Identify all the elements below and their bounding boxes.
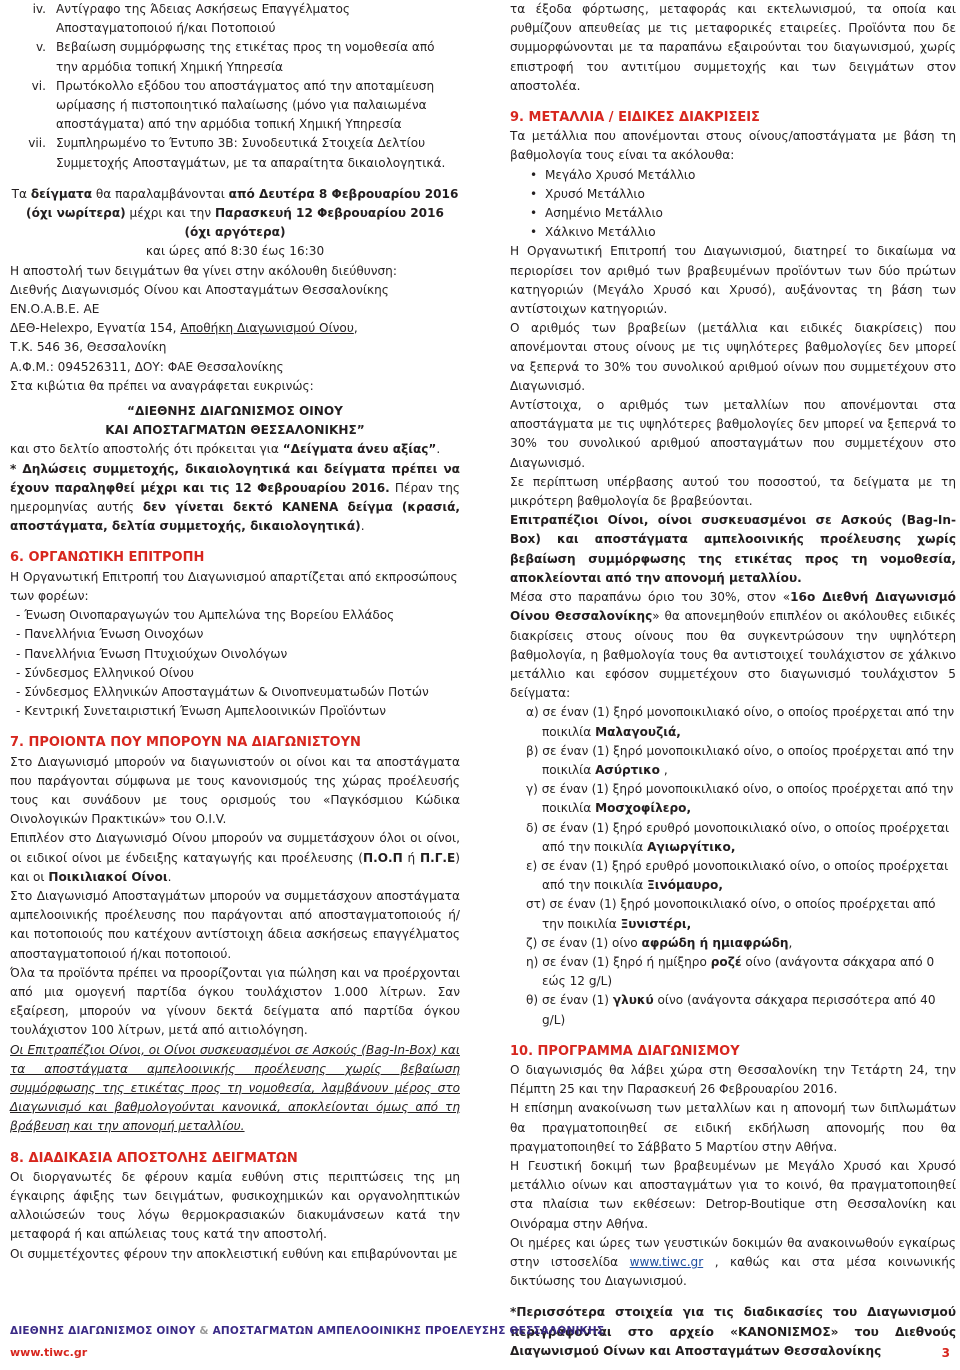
committee-list xyxy=(10,606,460,721)
samples-dates: Τα δείγματα θα παραλαμβάνονται από Δευτέρα 8 Φεβρουαρίου 2016 (όχι νωρίτερα) μέχρι και την Παρασκευή 12 Φεβρουαρίου 2016 (όχι αργότερα) και ώρες από 8:30 έως 16:30 xyxy=(11,186,459,259)
list-item: α) σε έναν (1) ξηρό μονοποικιλιακό οίνο, ο οποίος προέρχεται από την ποικιλία Μαλαγουζιά, xyxy=(526,705,955,739)
list-item: - Σύνδεσμος Ελληνικού Οίνου xyxy=(16,665,194,680)
list-item: vii. Συμπληρωμένο το Έντυπο 3Β: Συνοδευτικά Στοιχεία Δελτίου Συμμετοχής Αποσταγμάτων, με τα απαραίτητα δικαιολογητικά. xyxy=(28,136,446,170)
list-item: ε) σε έναν (1) ξηρό ερυθρό μονοποικιλιακό οίνο, ο οποίος προέρχεται από την ποικιλία Ξινόμαυρο, xyxy=(526,858,949,893)
list-item: - Σύνδεσμος Ελληνικών Αποσταγμάτων & Οινοπνευματωδών Ποτών xyxy=(16,684,429,699)
list-item: v. Βεβαίωση συμμόρφωσης της ετικέτας προς τη νομοθεσία από την αρμόδια τοπική Χημική Υπηρεσία xyxy=(35,40,435,74)
list-item: η) σε έναν (1) ξηρό ή ημίξηρο ροζέ οίνο (ανάγοντα σάκχαρα από 0 εώς 12 g/L) xyxy=(526,954,935,989)
list-item: iv. Αντίγραφο της Άδειας Ασκήσεως Επαγγέλματος Αποσταγματοποιού ή/και Ποτοποιού xyxy=(32,2,350,36)
medal-list xyxy=(510,166,956,243)
website-link[interactable]: www.tiwc.gr xyxy=(629,1255,704,1269)
list-item: - Ένωση Οινοπαραγωγών του Αμπελώνα της Βορείου Ελλάδος xyxy=(16,608,395,623)
list-item: • Χρυσό Μετάλλιο xyxy=(510,185,956,204)
list-item: στ) σε έναν (1) ξηρό μονοποικιλιακό οίνο, ο οποίος προέρχεται από την ποικιλία Ξυνιστέρι, xyxy=(526,897,936,931)
shipping-address: Διεθνής Διαγωνισμός Οίνου και Αποσταγμάτων Θεσσαλονίκης ΕΝ.Ο.Α.Β.Ε. ΑΕ ΔΕΘ-Helexpo, Εγνατία 154, Αποθήκη Διαγωνισμού Οίνου, Τ.Κ. 546 36, Θεσσαλονίκη Α.Φ.Μ.: 094526311, ΔΟΥ: ΦΑΕ Θεσσαλονίκης xyxy=(10,282,389,374)
address-intro: Η αποστολή των δειγμάτων θα γίνει στην ακόλουθη διεύθυνση: xyxy=(10,263,397,278)
list-item: - Πανελλήνια Ένωση Πτυχιούχων Οινολόγων xyxy=(16,646,288,661)
boxes-intro: Στα κιβώτια θα πρέπει να αναγράφεται ευκρινώς: xyxy=(10,378,314,393)
section-9-title: 9. ΜΕΤΑΛΛΙΑ / ΕΙΔΙΚΕΣ ΔΙΑΚΡΙΣΕΙΣ xyxy=(510,110,760,126)
footnote: *Περισσότερα στοιχεία για τις διαδικασίες του Διαγωνισμού περιγράφονται στο αρχείο «ΚΑΝΟΝΙΣΜΟΣ» του Διεθνούς Διαγωνισμού Οίνων και Αποσταγμάτων Θεσσαλονίκης xyxy=(510,1305,956,1358)
list-item: ζ) σε έναν (1) οίνο αφρώδη ή ημιαφρώδη, xyxy=(526,935,793,950)
footer-title: ΔΙΕΘΝΗΣ ΔΙΑΓΩΝΙΣΜΟΣ ΟΙΝΟΥ & ΑΠΟΣΤΑΓΜΑΤΩΝ ΑΜΠΕΛΟΟΙΝΙΚΗΣ ΠΡΟΕΛΕΥΣΗΣ ΘΕΣΣΑΛΟΝΙΚΗΣ xyxy=(10,1325,605,1337)
list-item: - Πανελλήνια Ένωση Οινοχόων xyxy=(16,627,204,642)
list-item: δ) σε έναν (1) ξηρό ερυθρό μονοποικιλιακό οίνο, ο οποίος προέρχεται από την ποικιλία Αγιωργίτικο, xyxy=(526,820,950,854)
list-item: • Χάλκινο Μετάλλιο xyxy=(510,223,956,242)
box-label: “ΔΙΕΘΝΗΣ ΔΙΑΓΩΝΙΣΜΟΣ ΟΙΝΟΥ ΚΑΙ ΑΠΟΣΤΑΓΜΑΤΩΝ ΘΕΣΣΑΛΟΝΙΚΗΣ” xyxy=(105,404,365,438)
section-10-title: 10. ΠΡΟΓΡΑΜΜΑ ΔΙΑΓΩΝΙΣΜΟΥ xyxy=(510,1043,740,1059)
list-item: • Μεγάλο Χρυσό Μετάλλιο xyxy=(510,166,956,185)
special-awards-list xyxy=(510,703,956,1029)
deadline-note: * Δηλώσεις συμμετοχής, δικαιολογητικά και δείγματα πρέπει να έχουν παραληφθεί μέχρι και τις 12 Φεβρουαρίου 2016. Πέραν της ημερομηνίας αυτής δεν γίνεται δεκτό ΚΑΝΕΝΑ δείγμα (κρασιά, αποστάγματα, δελτία συμμετοχής, δικαιολογητικά). xyxy=(10,461,461,534)
list-item: - Κεντρική Συνεταιριστική Ένωση Αμπελοοινικών Προϊόντων xyxy=(16,704,387,719)
exclusion-note: Οι Επιτραπέζιοι Οίνοι, οι Οίνοι συσκευασμένοι σε Ασκούς (Bag-In-Box) και τα αποστάγματα αμπελοοινικής προέλευσης χωρίς βεβαίωση συμμόρφωσης της ετικέτας προς τη νομοθεσία, λαμβάνουν μέρος στο Διαγωνισμό και βαθμολογούνται κανονικά, αποκλείονται όμως από τη βράβευση και την απονομή μεταλλίου. xyxy=(10,1042,460,1134)
list-item: • Ασημένιο Μετάλλιο xyxy=(510,204,956,223)
list-item: θ) σε έναν (1) γλυκύ οίνο (ανάγοντα σάκχαρα περισσότερα από 40 g/L) xyxy=(526,993,936,1027)
page-number: 3 xyxy=(941,1346,950,1360)
continuation-text: τα έξοδα φόρτωσης, μεταφοράς και εκτελωνισμού, τα οποία και ρυθμίζουν απευθείας με τις μεταφορικές εταιρείες. Προϊόντα που δε συμμορφώνονται με τα παραπάνω εξαιρούνται του διαγωνισμού, χωρίς επιστροφή του αντιτίμου συμμετοχής και των δειγμάτων στον αποστολέα. xyxy=(510,2,956,93)
page-footer xyxy=(10,1324,956,1360)
right-column: τα έξοδα φόρτωσης, μεταφοράς και εκτελωνισμού, τα οποία και ρυθμίζουν απευθείας με τις μεταφορικές εταιρείες. Προϊόντα που δε συμμορφώνονται με τα παραπάνω εξαιρούνται του διαγωνισμού, χωρίς επιστροφή του αντιτίμου συμμετοχής και των δειγμάτων στον αποστολέα. 9. ΜΕΤΑΛΛΙΑ / ΕΙΔΙΚΕΣ ΔΙΑΚΡΙΣΕΙΣ Τα μετάλλια που απονέμονται στους οίνους/αποστάγματα με βάση τη βαθμολογία τους είναι τα ακόλουθα: • Μεγάλο Χρυσό Μετάλλιο • Χρυσό Μετάλλιο • Ασημένιο Μετάλλιο • Χάλκινο Μετάλλιο Η Οργανωτική Επιτροπή του Διαγωνισμού, διατηρεί το δικαίωμα να περιορίσει τον αριθμό των βραβευμένων προϊόντων των δύο πρώτων κατηγοριών (Μεγάλο Χρυσό και Χρυσό), αυξάνοντας τη βάση των αντίστοιχων κατηγοριών. Ο αριθμός των βραβείων (μετάλλια και ειδικές διακρίσεις) που απονέμονται στους οίνους με τις υψηλότερες βαθμολογίες δεν μπορεί να ξεπερνά το 30% του συνολικού αριθμού οίνων που συμμετέχουν στο Διαγωνισμό. Αντίστοιχα, ο αριθμός των μεταλλίων που απονέμονται στα αποστάγματα με τις υψηλότερες βαθμολογίες δεν μπορεί να ξεπερνά το 30% του συνολικού αριθμού αποσταγμάτων που συμμετέχουν στο Διαγωνισμό. Σε περίπτωση υπέρβασης αυτού του ποσοστού, τα δείγματα με τη μικρότερη βαθμολογία δε βραβεύονται. Επιτραπέζιοι Οίνοι, οίνοι συσκευασμένοι σε Ασκούς (Bag-In-Box) και αποστάγματα αμπελοοινικής προέλευσης χωρίς βεβαίωση συμμόρφωσης της ετικέτας προς τη νομοθεσία, αποκλείονται από την απονομή μεταλλίου. Μέσα στο παραπάνω όριο του 30%, στον «16ο Διεθνή Διαγωνισμό Οίνου Θεσσαλονίκης» θα απονεμηθούν επιπλέον οι ακόλουθες ειδικές διακρίσεις στους οίνους που θα συγκεντρώσουν την υψηλότερη βαθμολογία, η βαθμολογία τους θα αντιστοιχεί τουλάχιστον σε χάλκινο μετάλλιο και εφόσον συμμετέχουν στο διαγωνισμό τουλάχιστον 5 δείγματα: α) σε έναν (1) ξηρό μονοποικιλιακό οίνο, ο οποίος προέρχεται από την ποικιλία Μαλαγουζιά, β) σε έναν (1) ξηρό μονοποικιλιακό οίνο, ο οποίος προέρχεται από την ποικιλία Ασύρτικο , γ) σε έναν (1) ξηρό μονοποικιλιακό οίνο, ο οποίος προέρχεται από την ποικιλία Μοσχοφίλερο, δ) σε έναν (1) ξηρό ερυθρό μονοποικιλιακό οίνο, ο οποίος προέρχεται από την ποικιλία Αγιωργίτικο, ε) σε έναν (1) ξηρό ερυθρό μονοποικιλιακό οίνο, ο οποίος προέρχεται από την ποικιλία Ξινόμαυρο, στ) σε έναν (1) ξηρό μονοποικιλιακό οίνο, ο οποίος προέρχεται από την ποικιλία Ξυνιστέρι, ζ) σε έναν (1) οίνο αφρώδη ή ημιαφρώδη, η) σε έναν (1) ξηρό ή ημίξηρο ροζέ οίνο (ανάγοντα σάκχαρα από 0 εώς 12 g/L) θ) σε έναν (1) γλυκύ οίνο (ανάγοντα σάκχαρα περισσότερα από 40 g/L) 10. ΠΡΟΓΡΑΜΜΑ ΔΙΑΓΩΝΙΣΜΟΥ Ο διαγωνισμός θα λάβει χώρα στη Θεσσαλονίκη την Τετάρτη 24, την Πέμπτη 25 και την Παρασκευή 26 Φεβρουαρίου 2016. Η επίσημη ανακοίνωση των μεταλλίων και η απονομή των διπλωμάτων θα πραγματοποιηθεί σε ειδική εκδήλωση απονομής που θα πραγματοποιηθεί το Σάββατο 5 Μαρτίου στην Αθήνα. Η Γευστική δοκιμή των βραβευμένων με Μεγάλο Χρυσό και Χρυσό μετάλλιο οίνων και αποσταγμάτων για το κοινό, θα πραγματοποιηθεί στα πλαίσια των εκθέσεων: Detrop-Boutique στη Θεσσαλονίκη και Οινόραμα στην Αθήνα. Οι ημέρες και ώρες των γευστικών δοκιμών θα ανακοινωθούν εγκαίρως στην ιστοσελίδα www.tiwc.gr , καθώς και στα μέσα κοινωνικής δικτύωσης του Διαγωνισμού. *Περισσότερα στοιχεία για τις διαδικασίες του Διαγωνισμού περιγράφονται στο αρχείο «ΚΑΝΟΝΙΣΜΟΣ» του Διεθνούς Διαγωνισμού Οίνων και Αποσταγμάτων Θεσσαλονίκης xyxy=(510,0,956,1361)
footer-website-link[interactable]: www.tiwc.gr xyxy=(10,1346,88,1359)
section-7-title: 7. ΠΡΟΙΟΝΤΑ ΠΟΥ ΜΠΟΡΟΥΝ ΝΑ ΔΙΑΓΩΝΙΣΤΟΥΝ xyxy=(10,735,361,751)
section-8-title: 8. ΔΙΑΔΙΚΑΣΙΑ ΑΠΟΣΤΟΛΗΣ ΔΕΙΓΜΑΤΩΝ xyxy=(10,1150,298,1166)
left-column: iv. Αντίγραφο της Άδειας Ασκήσεως Επαγγέλματος Αποσταγματοποιού ή/και Ποτοποιού v. Βεβαίωση συμμόρφωσης της ετικέτας προς τη νομοθεσία από την αρμόδια τοπική Χημική Υπηρεσία vi. Πρωτόκολλο εξόδου του αποστάγματος από την αποταμίευση ωρίμασης ή πιστοποιητικό παλαίωσης (μόνο για παλαιωμένα αποστάγματα) από την αρμόδια τοπική Χημική Υπηρεσία vii. Συμπληρωμένο το Έντυπο 3Β: Συνοδευτικά Στοιχεία Δελτίου Συμμετοχής Αποσταγμάτων, με τα απαραίτητα δικαιολογητικά. Τα δείγματα θα παραλαμβάνονται από Δευτέρα 8 Φεβρουαρίου 2016 (όχι νωρίτερα) μέχρι και την Παρασκευή 12 Φεβρουαρίου 2016 (όχι αργότερα) και ώρες από 8:30 έως 16:30 Η αποστολή των δειγμάτων θα γίνει στην ακόλουθη διεύθυνση: Διεθνής Διαγωνισμός Οίνου και Αποσταγμάτων Θεσσαλονίκης ΕΝ.Ο.Α.Β.Ε. ΑΕ ΔΕΘ-Helexpo, Εγνατία 154, Αποθήκη Διαγωνισμού Οίνου, Τ.Κ. 546 36, Θεσσαλονίκη Α.Φ.Μ.: 094526311, ΔΟΥ: ΦΑΕ Θεσσαλονίκης Στα κιβώτια θα πρέπει να αναγράφεται ευκρινώς: “ΔΙΕΘΝΗΣ ΔΙΑΓΩΝΙΣΜΟΣ ΟΙΝΟΥ ΚΑΙ ΑΠΟΣΤΑΓΜΑΤΩΝ ΘΕΣΣΑΛΟΝΙΚΗΣ” και στο δελτίο αποστολής ότι πρόκειται για “Δείγματα άνευ αξίας”. * Δηλώσεις συμμετοχής, δικαιολογητικά και δείγματα πρέπει να έχουν παραληφθεί μέχρι και τις 12 Φεβρουαρίου 2016. Πέραν της ημερομηνίας αυτής δεν γίνεται δεκτό ΚΑΝΕΝΑ δείγμα (κρασιά, αποστάγματα, δελτία συμμετοχής, δικαιολογητικά). 6. ΟΡΓΑΝΩΤΙΚΗ ΕΠΙΤΡΟΠΗ Η Οργανωτική Επιτροπή του Διαγωνισμού απαρτίζεται από εκπροσώπους των φορέων: - Ένωση Οινοπαραγωγών του Αμπελώνα της Βορείου Ελλάδος - Πανελλήνια Ένωση Οινοχόων - Πανελλήνια Ένωση Πτυχιούχων Οινολόγων - Σύνδεσμος Ελληνικού Οίνου - Σύνδεσμος Ελληνικών Αποσταγμάτων & Οινοπνευματωδών Ποτών - Κεντρική Συνεταιριστική Ένωση Αμπελοοινικών Προϊόντων 7. ΠΡΟΙΟΝΤΑ ΠΟΥ ΜΠΟΡΟΥΝ ΝΑ ΔΙΑΓΩΝΙΣΤΟΥΝ Στο Διαγωνισμό μπορούν να διαγωνιστούν οι οίνοι και τα αποστάγματα που παράγονται σύμφωνα με τους κανονισμούς της χώρας προέλευσής τους και συνάδουν με τους ορισμούς του «Παγκόσμιου Κώδικα Οινολογικών Πρακτικών» του O.I.V. Επιπλέον στο Διαγωνισμό Οίνου μπορούν να συμμετάσχουν όλοι οι οίνοι, οι ειδικοί οίνοι με ένδειξης καταγωγής και προέλευσης (Π.Ο.Π ή Π.Γ.Ε) και οι Ποικιλιακοί Οίνοι. Στο Διαγωνισμό Αποσταγμάτων μπορούν να συμμετάσχουν αποστάγματα αμπελοοινικής προέλευσης που παράγονται από αποσταγματοποιούς ή/και ποτοποιούς που κατέχουν αντίστοιχη άδεια ασκήσεως επαγγέλματος αποσταγματοποιού ή/και ποτοποιού. Όλα τα προϊόντα πρέπει να προορίζονται για πώληση και να προέρχονται από μια ομογενή παρτίδα όγκου τουλάχιστον 1.000 λίτρων. Σαν εξαίρεση, μπορούν να γίνουν δεκτά δείγματα από παρτίδα όγκου τουλάχιστον 100 λίτρων, μετά από αιτιολόγηση. Οι Επιτραπέζιοι Οίνοι, οι Οίνοι συσκευασμένοι σε Ασκούς (Bag-In-Box) και τα αποστάγματα αμπελοοινικής προέλευσης χωρίς βεβαίωση συμμόρφωσης της ετικέτας προς τη νομοθεσία, λαμβάνουν μέρος στο Διαγωνισμό και βαθμολογούνται κανονικά, αποκλείονται όμως από τη βράβευση και την απονομή μεταλλίου. 8. ΔΙΑΔΙΚΑΣΙΑ ΑΠΟΣΤΟΛΗΣ ΔΕΙΓΜΑΤΩΝ Οι διοργανωτές δε φέρουν καμία ευθύνη στις περιπτώσεις της μη έγκαιρης άφιξης των δειγμάτων, φυσικοχημικών και οργανοληπτικών αλλοιώσεών τους λόγω θερμοκρασιακών διακυμάνσεων κατά την μεταφορά ή και απώλειας τους κατά την αποστολή. Οι συμμετέχοντες φέρουν την αποκλειστική ευθύνη και επιβαρύνονται με xyxy=(10,2,461,1261)
document-list xyxy=(10,0,460,173)
list-item: β) σε έναν (1) ξηρό μονοποικιλιακό οίνο, ο οποίος προέρχεται από την ποικιλία Ασύρτικο , xyxy=(526,743,954,777)
list-item: γ) σε έναν (1) ξηρό μονοποικιλιακό οίνο, ο οποίος προέρχεται από την ποικιλία Μοσχοφίλερο, xyxy=(526,782,954,816)
section-6-title: 6. ΟΡΓΑΝΩΤΙΚΗ ΕΠΙΤΡΟΠΗ xyxy=(10,550,205,566)
delivery-note: και στο δελτίο αποστολής ότι πρόκειται για “Δείγματα άνευ αξίας”. xyxy=(10,442,441,457)
list-item: vi. Πρωτόκολλο εξόδου του αποστάγματος από την αποταμίευση ωρίμασης ή πιστοποιητικό παλαίωσης (μόνο για παλαιωμένα αποστάγματα) από την αρμόδια τοπική Χημική Υπηρεσία xyxy=(31,78,435,132)
